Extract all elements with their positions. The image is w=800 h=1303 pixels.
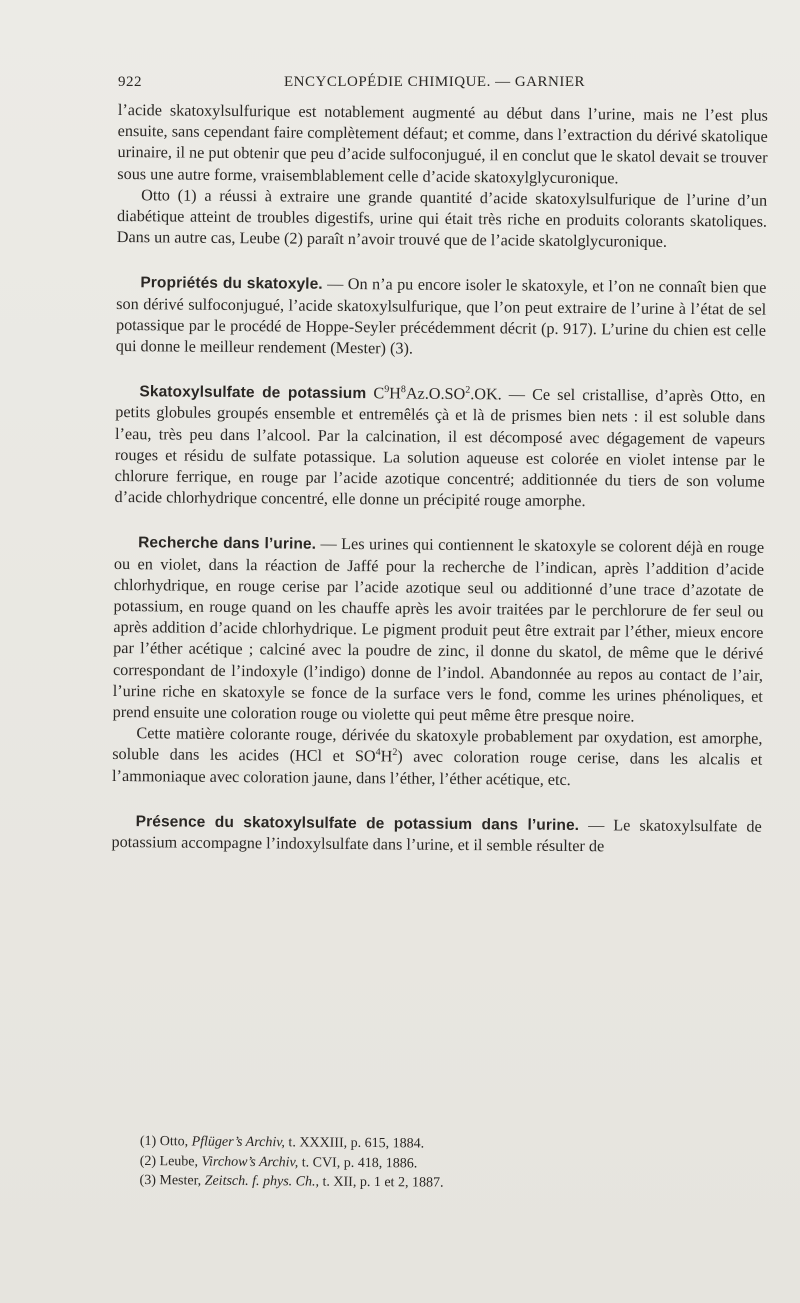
section-skatoxylsulfate — [114, 381, 765, 514]
paragraph: l’acide skatoxylsulfurique est notablement augmenté au début dans l’urine, mais ne l’est plus ensuite, sans cependant faire complètement défaut; et comme, dans l’extraction du dérivé skatolique urinaire, il ne put obtenir que peu d’acide sulfoconjugué, il en conclut que le skatol devait se trouver sous une autre forme, vraisemblablement celle d’acide skatoxylglycuronique. — [117, 100, 768, 187]
footnote: (1) Otto, Pflüger’s Archiv, t. XXXIII, p. 615, 1884. — [139, 1133, 425, 1152]
section-presence — [111, 811, 761, 859]
paragraph: Cette matière colorante rouge, dérivée du skatoxyle probablement par oxydation, est amorphe, soluble dans les acides (HCl et $SO^4H^2$) avec coloration rouge cerise, dans les alcalis et l’ammoniaque avec coloration jaune, dans l’éther, l’éther acétique, etc. — [112, 724, 763, 789]
section-text: — Les urines qui contiennent le skatoxyle se colorent déjà en rouge ou en violet, dans la réaction de Jaffé pour la recherche de l’indican, après l’addition d’acide chlorhydrique, en rouge cerise par l’acide azotique seul ou additionné d’une trace d’azotate de potassium, en rouge quand on les chauffe après les avoir traitées par le perchlorure de fer seul ou après addition d’acide chlorhydrique. Le pigment produit peut être extrait par l’éther, mieux encore par l’éther acétique ; calciné avec la poudre de zinc, il donne du skatol, de même que le dérivé correspondant de l’indoxyle (l’indigo) donne de l’indol. Abandonnée au repos au contact de l’air, l’urine riche en skatoxyle se fonce de la surface vers le fond, comme les urines phénoliques, et prend ensuite une coloration rouge ou violette qui peut même être presque noire. — [112, 535, 765, 726]
section-heading: Recherche dans l’urine. — [138, 534, 317, 554]
section-recherche — [113, 532, 765, 728]
footnote: (3) Mester, Zeitsch. f. phys. Ch., t. XII, p. 1 et 2, 1887. — [139, 1172, 444, 1191]
paragraph: Otto (1) a réussi à extraire une grande quantité d’acide skatoxylsulfurique de l’urine d’un diabétique atteint de troubles digestifs, urine qui était très riche en produits colorants skatoliques. Dans un autre cas, Leube (2) paraît n’avoir trouvé que de l’acide skatolglycuronique. — [116, 186, 768, 252]
section-text: — Le skatoxylsulfate de potassium accompagne l’indoxylsulfate dans l’urine, et il semble résulter de — [111, 815, 762, 856]
section-heading: Propriétés du skatoxyle. — [140, 274, 323, 294]
section-heading: Présence du skatoxylsulfate de potassium dans l’urine. — [135, 813, 580, 834]
body-text — [111, 100, 768, 859]
section-text: — On n’a pu encore isoler le skatoxyle, et l’on ne connaît bien que son dérivé sulfoconjugué, l’acide skatoxylsulfurique, que l’on peut extraire de l’urine à l’état de sel potassique par le procédé de Hoppe-Seyler précédemment décrit (p. 917). L’urine du chien est celle qui donne le meilleur rendement (Mester) (3). — [115, 275, 767, 358]
page-number: 922 — [118, 74, 142, 90]
section-text: — Ce sel cristallise, d’après Otto, en petits globules groupés ensemble et entremêlés çà et là de prismes bien nets : il est soluble dans l’eau, très peu dans l’alcool. Par la calcination, il est décomposé avec dégagement de vapeurs rouges et résidu de sulfate potassique. La solution aqueuse est colorée en violet intense par le chlorure ferrique, en rouge par l’acide azotique concentré; additionnée du tiers de son volume d’acide chlorhydrique concentré, elle donne un précipité rouge amorphe. — [114, 385, 766, 511]
section-heading: Skatoxylsulfate de potassium — [139, 383, 367, 403]
footnotes — [139, 1132, 699, 1195]
chemical-formula: $C^9H^8Az.O.SO^2.OK$. — [366, 384, 502, 404]
running-title: ENCYCLOPÉDIE CHIMIQUE. — GARNIER — [284, 74, 585, 90]
footnote: (2) Leube, Virchow’s Archiv, t. CVI, p. 418, 1886. — [139, 1153, 418, 1171]
page-header — [118, 74, 768, 94]
section-properties — [116, 272, 767, 362]
